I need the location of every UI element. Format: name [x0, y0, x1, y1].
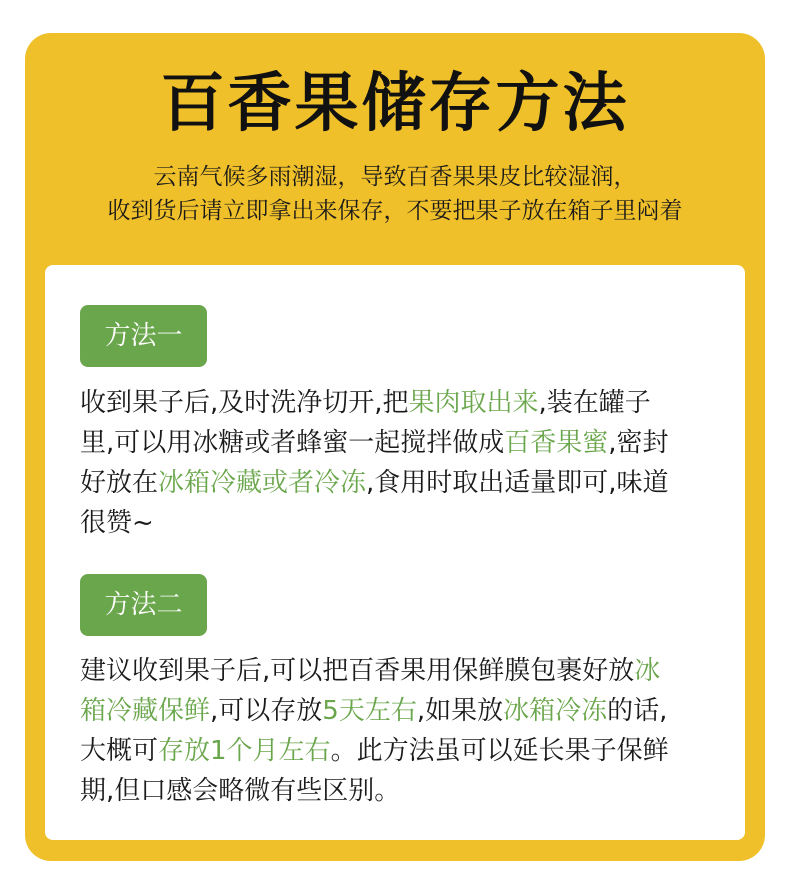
method-1-line-3 [80, 463, 740, 503]
highlight-text: 存放1个月左右 [158, 736, 331, 766]
text-segment: ,密封 [608, 428, 669, 458]
text-segment: ,如果放 [416, 696, 504, 726]
text-segment: 很赞~ [80, 508, 154, 538]
page-title: 百香果储存方法 [160, 67, 630, 141]
method-2-line-2 [80, 691, 740, 731]
text-segment: ,可以存放 [210, 696, 323, 726]
subtitle-line-2: 收到货后请立即拿出来保存，不要把果子放在箱子里闷着 [107, 198, 683, 224]
highlight-text: 百香果蜜 [504, 428, 609, 458]
method-1-line-2 [80, 423, 740, 463]
text-segment: ,装在罐子 [538, 388, 651, 418]
method-1-line-1 [80, 383, 740, 423]
highlight-text: 箱冷藏保鲜 [80, 696, 211, 726]
method-2-line-4 [80, 771, 740, 811]
highlight-text: 冰 [634, 656, 661, 686]
method-2-badge: 方法二 [80, 574, 207, 636]
text-segment: 的话, [607, 696, 668, 726]
highlight-text: 果肉取出来 [408, 388, 539, 418]
subtitle-line-1: 云南气候多雨潮湿，导致百香果果皮比较湿润， [153, 164, 637, 190]
method-2-text [80, 651, 740, 811]
highlight-text: 5天左右 [322, 696, 417, 726]
text-segment: 收到果子后,及时洗净切开,把 [80, 388, 409, 418]
highlight-text: 冰箱冷冻 [503, 696, 608, 726]
text-segment: ,食用时取出适量即可,味道 [366, 468, 669, 498]
highlight-text: 冰箱冷藏或者冷冻 [158, 468, 367, 498]
method-2-line-3 [80, 731, 740, 771]
method-1-text [80, 383, 740, 543]
text-segment: 建议收到果子后,可以把百香果用保鲜膜包裹好放 [80, 656, 635, 686]
text-segment: 。此方法虽可以延长果子保鲜 [330, 736, 669, 766]
text-segment: 大概可 [80, 736, 159, 766]
method-1-line-4 [80, 503, 740, 543]
method-1-badge: 方法一 [80, 305, 207, 367]
text-segment: 好放在 [80, 468, 159, 498]
text-segment: 期,但口感会略微有些区别。 [80, 776, 401, 806]
text-segment: 里,可以用冰糖或者蜂蜜一起搅拌做成 [80, 428, 505, 458]
subtitle [0, 160, 790, 228]
method-2-line-1 [80, 651, 740, 691]
